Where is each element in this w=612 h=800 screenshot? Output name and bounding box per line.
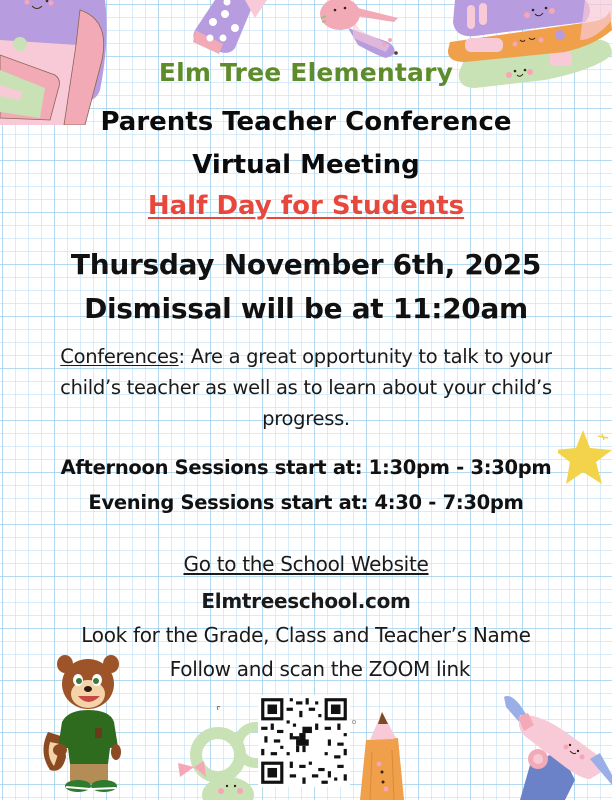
zoom-qr-code[interactable] xyxy=(258,695,350,787)
bunny-pen-illustration xyxy=(298,0,408,60)
description-line-1 xyxy=(0,345,612,368)
afternoon-sessions: Afternoon Sessions start at: 1:30pm - 3:30pm xyxy=(60,456,552,479)
title-line-2: Virtual Meeting xyxy=(192,150,420,180)
dismissal-time: Dismissal will be at 11:20am xyxy=(84,292,528,325)
squirrel-mascot-illustration xyxy=(40,652,135,794)
title-line-1: Parents Teacher Conference xyxy=(100,107,512,137)
website-heading-text: Go to the School Website xyxy=(183,552,429,576)
glue-gun-illustration xyxy=(500,695,612,800)
instruction-line-2: Follow and scan the ZOOM link xyxy=(169,657,471,681)
website-heading xyxy=(0,552,612,576)
qr-code-icon xyxy=(258,695,350,787)
event-date: Thursday November 6th, 2025 xyxy=(70,248,542,281)
instruction-line-1: Look for the Grade, Class and Teacher’s Name xyxy=(81,623,531,647)
pencil-case-illustration xyxy=(185,0,275,58)
website-url[interactable]: Elmtreeschool.com xyxy=(201,589,411,613)
description-line-3: progress. xyxy=(262,407,350,430)
description-line-2: child’s teacher as well as to learn about your child’s xyxy=(60,376,552,399)
school-name: Elm Tree Elementary xyxy=(158,58,454,87)
conferences-label: Conferences xyxy=(60,345,179,368)
scissors-illustration xyxy=(178,705,258,800)
pencil-illustration xyxy=(352,712,414,800)
description-text: : Are a great opportunity to talk to your xyxy=(178,345,552,368)
half-day-notice: Half Day for Students xyxy=(147,191,465,221)
evening-sessions: Evening Sessions start at: 4:30 - 7:30pm xyxy=(88,491,524,514)
